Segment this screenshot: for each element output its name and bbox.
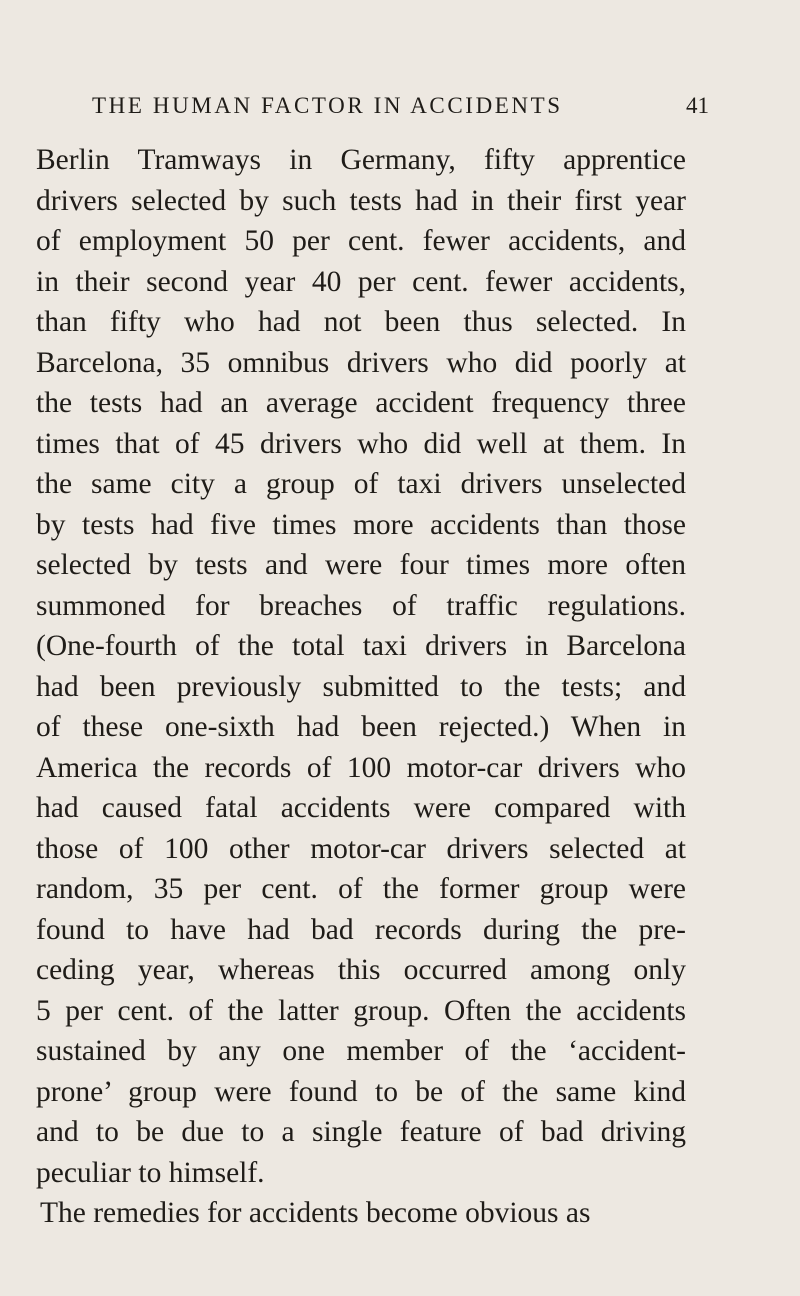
page-number: 41 (686, 93, 709, 118)
text-line: in their second year 40 per cent. fewer accidents, (36, 265, 686, 298)
text-line: of these one-sixth had been rejected.) When in (36, 711, 686, 743)
text-line: times that of 45 drivers who did well at them. In (36, 427, 686, 460)
text-line: had caused fatal accidents were compared with (36, 792, 686, 824)
text-line: had been previously submitted to the tests; and (36, 670, 686, 703)
text-line: 5 per cent. of the latter group. Often the accidents (36, 994, 686, 1027)
running-title: THE HUMAN FACTOR IN ACCIDENTS (92, 93, 563, 118)
text-line: than fifty who had not been thus selected. In (36, 306, 686, 338)
text-line: prone’ group were found to be of the same kind (36, 1075, 686, 1108)
text-line: the tests had an average accident frequency three (36, 387, 686, 419)
text-line: the same city a group of taxi drivers unselected (36, 468, 686, 500)
text-line: those of 100 other motor-car drivers selected at (36, 832, 686, 865)
text-line: by tests had five times more accidents than those (36, 508, 686, 541)
text-line: found to have had bad records during the pre- (36, 913, 686, 946)
text-line: of employment 50 per cent. fewer accidents, and (36, 225, 686, 257)
running-head (92, 86, 709, 126)
text-line: selected by tests and were four times more often (36, 549, 686, 581)
text-line: The remedies for accidents become obvious as (40, 1197, 591, 1229)
text-line: Berlin Tramways in Germany, fifty apprentice (36, 144, 686, 176)
text-line: (One-fourth of the total taxi drivers in Barcelona (36, 630, 686, 662)
text-line: peculiar to himself. (36, 1156, 265, 1189)
body-text (36, 140, 686, 1234)
text-line: drivers selected by such tests had in their first year (36, 184, 686, 217)
text-line: Barcelona, 35 omnibus drivers who did poorly at (36, 346, 686, 379)
text-line: and to be due to a single feature of bad driving (36, 1116, 686, 1148)
text-line: random, 35 per cent. of the former group were (36, 873, 686, 905)
text-line: ceding year, whereas this occurred among only (36, 954, 686, 986)
text-line: America the records of 100 motor-car drivers who (36, 751, 686, 784)
text-line: summoned for breaches of traffic regulations. (36, 589, 686, 622)
text-line: sustained by any one member of the ‘accident- (36, 1035, 686, 1067)
